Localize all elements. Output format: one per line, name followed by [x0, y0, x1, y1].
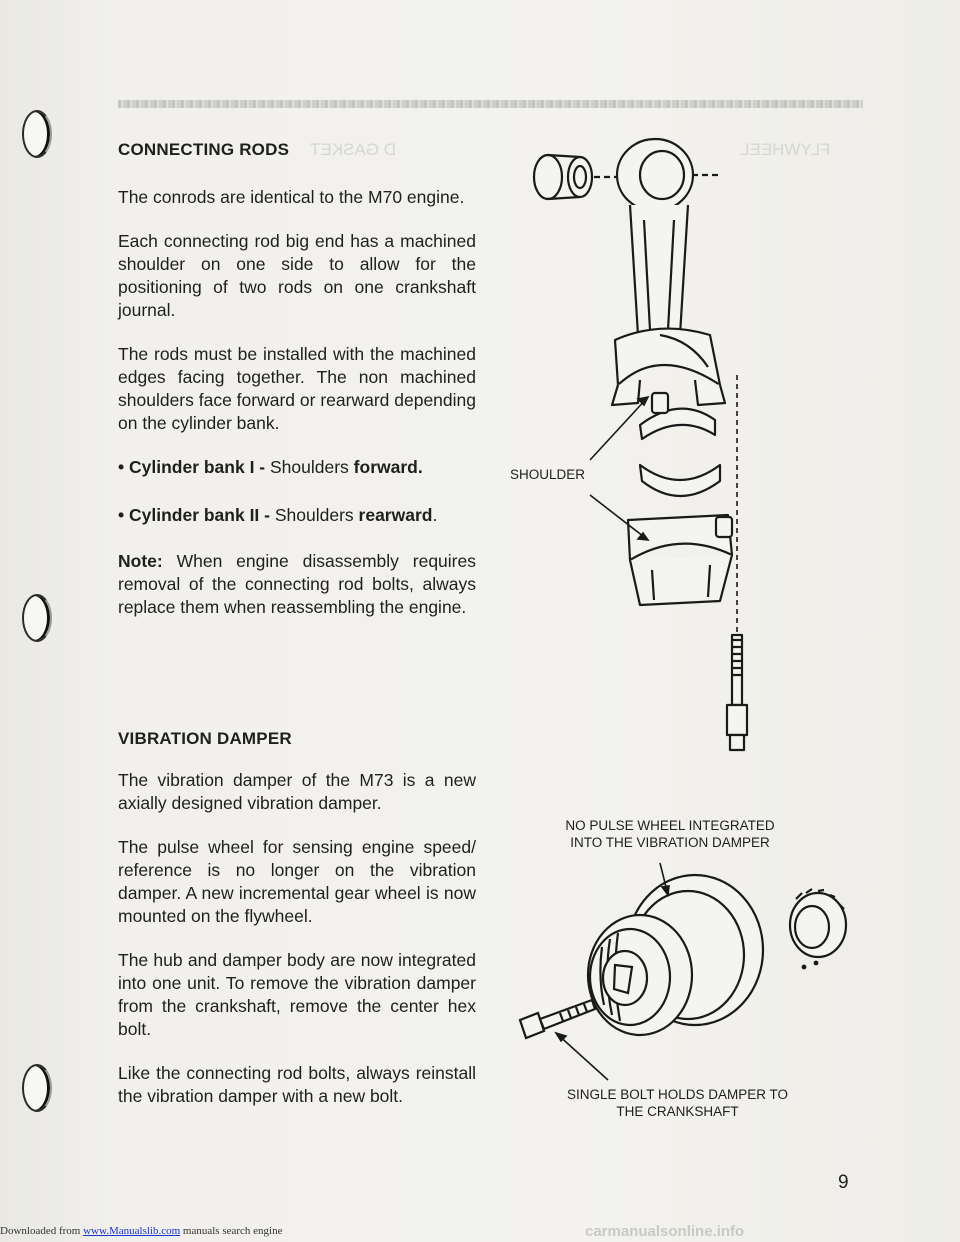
cylinder-bank-2-bullet: [118, 505, 437, 526]
note-block: [118, 550, 476, 619]
connecting-rods-heading: CONNECTING RODS: [118, 140, 290, 159]
ghost-text-gasket: D GASKET: [310, 140, 396, 159]
bullet-2-text: Shoulders: [274, 505, 359, 525]
vibration-damper-heading: VIBRATION DAMPER: [118, 729, 292, 748]
damper-paragraph-4: Like the connecting rod bolts, always reinstall the vibration damper with a new bolt.: [118, 1063, 476, 1106]
download-footer: [0, 1225, 282, 1237]
damper-caption-bottom: [545, 1086, 810, 1120]
damper-caption-bottom-line-1: SINGLE BOLT HOLDS DAMPER TO: [566, 1087, 789, 1102]
binder-hole-icon: [22, 110, 52, 158]
damper-caption-top-line-1: NO PULSE WHEEL INTEGRATED: [565, 818, 775, 833]
ghost-text-flywheel: FLYWHEEL: [740, 140, 831, 159]
connecting-rods-section: [118, 138, 476, 435]
bullet-1-text: Shoulders: [270, 457, 354, 477]
header-rule: [118, 100, 863, 108]
page-number: 9: [838, 1172, 849, 1193]
damper-paragraph-1: The vibration damper of the M73 is a new axially designed vibration damper.: [118, 770, 476, 813]
damper-caption-top-line-2: INTO THE VIBRATION DAMPER: [570, 835, 770, 850]
conrods-paragraph-2: Each connecting rod big end has a machined shoulder on one side to allow for the positioning of two rods on one crankshaft journal.: [118, 231, 476, 320]
damper-paragraph-3: The hub and damper body are now integrated into one unit. To remove the vibration damper from the crankshaft, remove the center hex bolt.: [118, 950, 476, 1039]
bullet-2-emphasis: rearward: [358, 505, 433, 525]
binder-hole-icon: [22, 594, 52, 642]
conrods-paragraph-1: The conrods are identical to the M70 engine.: [118, 187, 465, 207]
footer-suffix: manuals search engine: [180, 1225, 283, 1237]
damper-caption-bottom-line-2: THE CRANKSHAFT: [616, 1104, 739, 1119]
note-label: Note:: [118, 551, 163, 571]
vibration-damper-section: [118, 727, 476, 1108]
bullet-2-end: .: [432, 505, 438, 525]
binder-hole-icon: [22, 1064, 52, 1112]
shoulder-label: SHOULDER: [510, 467, 586, 482]
bullet-1-label: • Cylinder bank I -: [118, 457, 270, 477]
bullet-2-label: • Cylinder bank II -: [118, 505, 275, 525]
connecting-rod-illustration: [520, 135, 790, 775]
damper-paragraph-2: The pulse wheel for sensing engine speed/ reference is no longer on the vibration damper. A new incremental gear wheel is now mounted on the flywheel.: [118, 837, 476, 926]
watermark: carmanualsonline.info: [585, 1223, 745, 1240]
bullet-1-emphasis: forward.: [353, 457, 423, 477]
footer-link[interactable]: www.Manualslib.com: [83, 1225, 181, 1237]
damper-caption-top: [545, 817, 795, 851]
cylinder-bank-1-bullet: [118, 457, 423, 478]
conrods-paragraph-3: The rods must be installed with the machined edges facing together. The non machined shoulders face forward or rearward depending on the cylinder bank.: [118, 344, 476, 433]
footer-prefix: Downloaded from: [0, 1225, 84, 1237]
vibration-damper-illustration: [500, 855, 860, 1085]
note-text: When engine disassembly requires removal of the connecting rod bolts, always replace them when reassembling the engine.: [118, 551, 476, 617]
